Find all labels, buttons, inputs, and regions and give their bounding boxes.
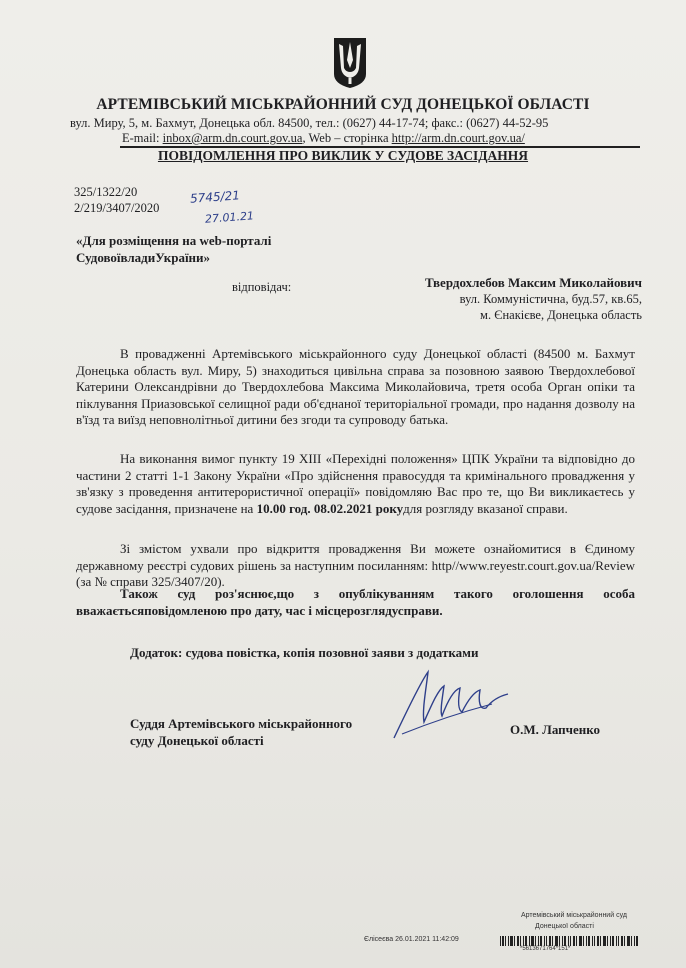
respondent-address-city: м. Єнакієве, Донецька область (480, 308, 642, 322)
proceeding-number: 2/219/3407/2020 (74, 201, 160, 215)
signer-name: О.М. Лапченко (510, 722, 601, 737)
handwritten-incoming-date: 27.01.21 (204, 209, 255, 226)
barcode (500, 936, 640, 946)
respondent-label: відповідач: (232, 280, 292, 294)
paragraph-notice: Також суд роз'яснює,що з опублікуванням такого оголошення особа вважаєтьсяповідомленою про дату, час і місцерозглядусправи. (76, 586, 635, 618)
signer-position-line2: суду Донецької області (130, 733, 264, 748)
signer-position-line1: Суддя Артемівського міськрайонного (130, 716, 353, 731)
paragraph-registry-link: Зі змістом ухвали про відкриття провадження Ви можете ознайомитися в Єдиному державному реєстрі судових рішень за наступним посиланням: http//www.reyestr.court.gov.ua/Review (за № справи 325/3407/20). (76, 541, 635, 589)
signer-position (130, 715, 352, 749)
summons-text: На виконання вимог пункту 19 ХІІІ «Перехідні положення» ЦПК України та відповідно до частини 2 статті 1-1 Закону України «Про здійснення правосуддя та кримінального провадження у зв'язку з проведення антитерористичної операції» повідомляю Вас про те, що Ви викликаєтесь у судове засідання, призначене на (76, 451, 635, 516)
handwritten-incoming-number: 5745/21 (189, 188, 241, 206)
registry-stamp-line1: Артемівський міськрайонний суд (521, 912, 627, 919)
respondent-name: Твердохлебов Максим Миколайович (425, 275, 642, 290)
email-label: E-mail: (122, 131, 163, 145)
document-title: ПОВІДОМЛЕННЯ ПРО ВИКЛИК У СУДОВЕ ЗАСІДАННЯ (157, 148, 529, 163)
web-label: , Web – сторінка (302, 131, 392, 145)
summons-text-end: для розгляду вказаної справи. (403, 500, 568, 516)
hearing-datetime: 10.00 год. 08.02.2021 року (256, 500, 404, 516)
email-link[interactable]: inbox@arm.dn.court.gov.ua (162, 131, 303, 145)
court-name: АРТЕМІВСЬКИЙ МІСЬКРАЙОННИЙ СУД ДОНЕЦЬКОЇ ОБЛАСТІ (96, 96, 590, 113)
handwritten-signature (382, 660, 512, 744)
respondent-address-street: вул. Коммуністична, буд.57, кв.65, (459, 292, 642, 306)
registry-stamp-line2: Донецької області (535, 923, 594, 930)
court-contacts (122, 131, 525, 146)
trident-emblem-icon (330, 34, 370, 90)
court-address: вул. Миру, 5, м. Бахмут, Донецька обл. 84500, тел.: (0627) 44-17-74; факс.: (0627) 44-52-95 (70, 116, 549, 130)
attachment-list: Додаток: судова повістка, копія позовної заяви з додатками (130, 645, 479, 660)
web-portal-note: «Для розміщення на web-порталі СудовоївладиУкраїни» (76, 233, 272, 265)
registry-stamp-clerk: Єлісеєва 26.01.2021 11:42:09 (364, 936, 459, 943)
web-link[interactable]: http://arm.dn.court.gov.ua/ (391, 131, 525, 145)
barcode-number: *5613671764*151* (520, 946, 571, 952)
case-number: 325/1322/20 (74, 185, 138, 199)
paragraph-summons (76, 451, 635, 517)
paragraph-case-description: В провадженні Артемівського міськрайонного суду Донецької області (84500 м. Бахмут Донецька область вул. Миру, 5) знаходиться цивільна справа за позовною заявою Твердохлебової Катерини Олександрівни до Твердохлебова Максима Миколайовича, третя особа Орган опіки та піклування Приазовської селищної ради об'єднаної територіальної громади, про надання дозволу на в'їзд та виїзд неповнолітньої дитини без згоди та супроводу батька. (76, 346, 635, 427)
